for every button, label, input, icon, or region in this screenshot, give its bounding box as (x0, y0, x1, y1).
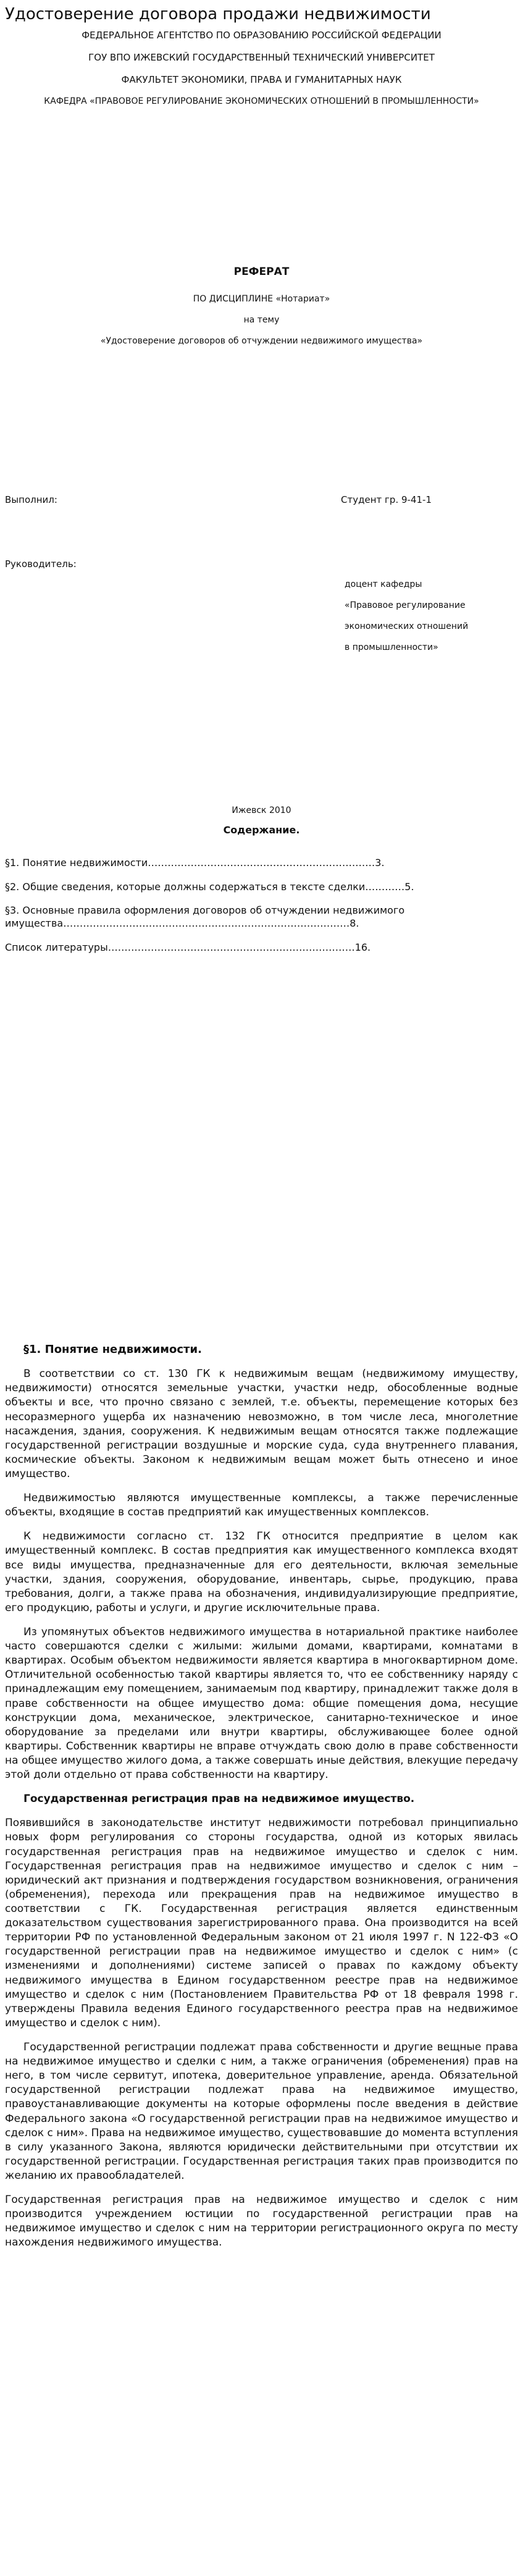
performed-student: Студент гр. 9-41-1 (341, 494, 432, 505)
supervisor-line: в промышленности» (345, 642, 438, 652)
paragraph: Государственная регистрация прав на недвижимое имущество и сделок с ним производится учреждением юстиции по государственной регистрации прав на недвижимое имущество и сделок с ним на территории регистрационного округа по месту нахождения недвижимого имущества. (5, 2194, 518, 2249)
toc-item[interactable]: §1. Понятие недвижимости……………………………………………………………3. (5, 856, 385, 869)
section-title: §1. Понятие недвижимости. (23, 1342, 202, 1356)
performed-row (5, 494, 518, 505)
university-line: ГОУ ВПО ИЖЕВСКИЙ ГОСУДАРСТВЕННЫЙ ТЕХНИЧЕСКИЙ УНИВЕРСИТЕТ (88, 52, 435, 63)
paragraph: Государственной регистрации подлежат права собственности и другие вещные права на недвижимое имущество и сделки с ним, а также ограничения (обременения) прав на него, в том числе сервитут, ипотека, доверительное управление, аренда. Обязательной государственной регистрации подлежат права на недвижимое имущество, правоустанавливающие документы на которые оформлены после введения в действие Федерального закона «О государственной регистрации прав на недвижимое имущество и сделок с ним». Права на недвижимое имущество, существовавшие до момента вступления в силу указанного Закона, являются юридически действительными при отсутствии их государственной регистрации. Государственная регистрация таких прав производится по желанию их правообладателей. (5, 2040, 518, 2182)
city-year: Ижевск 2010 (232, 806, 291, 815)
paragraph: К недвижимости согласно ст. 132 ГК относится предприятие в целом как имущественный комплекс. В состав предприятия как имущественного комплекса входят все виды имущества, предназначенные для его деятельности, включая земельные участки, здания, сооружения, оборудование, инвентарь, сырье, продукцию, права требования, долги, а также права на обозначения, индивидуализирующие предприятие, его продукцию, работы и услуги, и другие исключительные права. (5, 1530, 518, 1614)
toc-item[interactable]: §2. Общие сведения, которые должны содержаться в тексте сделки…………5. (5, 880, 414, 893)
supervisor-row (5, 558, 518, 570)
department-line: КАФЕДРА «ПРАВОВОЕ РЕГУЛИРОВАНИЕ ЭКОНОМИЧЕСКИХ ОТНОШЕНИЙ В ПРОМЫШЛЕННОСТИ» (44, 96, 479, 106)
supervisor-label: Руководитель: (5, 558, 77, 570)
paragraph: В соответствии со ст. 130 ГК к недвижимым вещам (недвижимому имуществу, недвижимости) относятся земельные участки, участки недр, обособленные водные объекты и все, что прочно связано с землей, т.е. объекты, перемещение которых без несоразмерного ущерба их назначению невозможно, в том числе леса, многолетние насаждения, здания, сооружения. К недвижимым вещам относятся также подлежащие государственной регистрации воздушные и морские суда, суда внутреннего плавания, космические объекты. Законом к недвижимым вещам может быть отнесено и иное имущество. (5, 1368, 518, 1481)
toc-title: Содержание. (223, 824, 300, 836)
paragraph: Появившийся в законодательстве институт недвижимости потребовал принципиально новых форм регулирования со стороны государства, одной из которых явилась государственная регистрация прав на недвижимое имущество и сделок с ним. Государственная регистрация прав на недвижимое имущество и сделок с ним – юридический акт признания и подтверждения государством возникновения, ограничения (обременения), перехода или прекращения прав на недвижимое имущество в соответствии с ГК. Государственная регистрация является единственным доказательством существования зарегистрированного права. Она производится на всей территории РФ по установленной Федеральным законом от 21 июля 1997 г. N 122-ФЗ «О государственной регистрации прав на недвижимое имущество и сделок с ним» (с изменениями и дополнениями) системе записей о правах по каждому объекту недвижимого имущества в Едином государственном реестре прав на недвижимое имущество и сделок с ним (Постановлением Правительства РФ от 18 февраля 1998 г. утверждены Правила ведения Единого государственного реестра прав на недвижимое имущество и сделок с ним). (5, 1817, 518, 2029)
referat-discipline: ПО ДИСЦИПЛИНЕ «Нотариат» (193, 294, 330, 304)
agency-line: ФЕДЕРАЛЬНОЕ АГЕНТСТВО ПО ОБРАЗОВАНИЮ РОССИЙСКОЙ ФЕДЕРАЦИИ (82, 30, 441, 41)
faculty-line: ФАКУЛЬТЕТ ЭКОНОМИКИ, ПРАВА И ГУМАНИТАРНЫХ НАУК (121, 74, 402, 85)
toc-item[interactable]: Список литературы…………………………………………………………………16. (5, 941, 371, 953)
supervisor-line: доцент кафедры (345, 579, 422, 589)
subsection-title: Государственная регистрация прав на недвижимое имущество. (23, 1793, 415, 1806)
paragraph: Недвижимостью являются имущественные комплексы, а также перечисленные объекты, входящие в состав предприятий как имущественных комплексов. (5, 1492, 518, 1519)
supervisor-line: «Правовое регулирование (345, 600, 466, 610)
title-page-header (5, 30, 518, 106)
supervisor-info (345, 579, 518, 652)
section-1 (5, 1342, 518, 2250)
referat-on-topic: на тему (243, 315, 280, 325)
referat-title: РЕФЕРАТ (233, 266, 290, 278)
referat-block (5, 266, 518, 346)
referat-topic: «Удостоверение договоров об отчуждении недвижимого имущества» (100, 336, 423, 346)
performed-label: Выполнил: (5, 494, 57, 505)
document-title: Удостоверение договора продажи недвижимости (5, 5, 431, 23)
paragraph: Из упомянутых объектов недвижимого имущества в нотариальной практике наиболее часто совершаются сделки с жилыми: жилыми домами, квартирами, комнатами в квартирах. Особым объектом недвижимости является квартира в многоквартирном доме. Отличительной особенностью такой квартиры является то, что ее собственнику наряду с принадлежащим ему помещением, занимаемым под квартиру, принадлежит также доля в праве собственности на общее имущество дома: общие помещения дома, несущие конструкции дома, механическое, электрическое, санитарно-техническое и иное оборудование за пределами или внутри квартиры, обслуживающее более одной квартиры. Собственник квартиры не вправе отчуждать свою долю в праве собственности на общее имущество жилого дома, а также совершать иные действия, влекущие передачу этой доли отдельно от права собственности на квартиру. (5, 1626, 518, 1782)
toc-item[interactable]: §3. Основные правила оформления договоров об отчуждении недвижимого имущества……………………………………………………………………………8. (5, 904, 405, 930)
supervisor-line: экономических отношений (345, 621, 469, 631)
table-of-contents (5, 824, 518, 954)
